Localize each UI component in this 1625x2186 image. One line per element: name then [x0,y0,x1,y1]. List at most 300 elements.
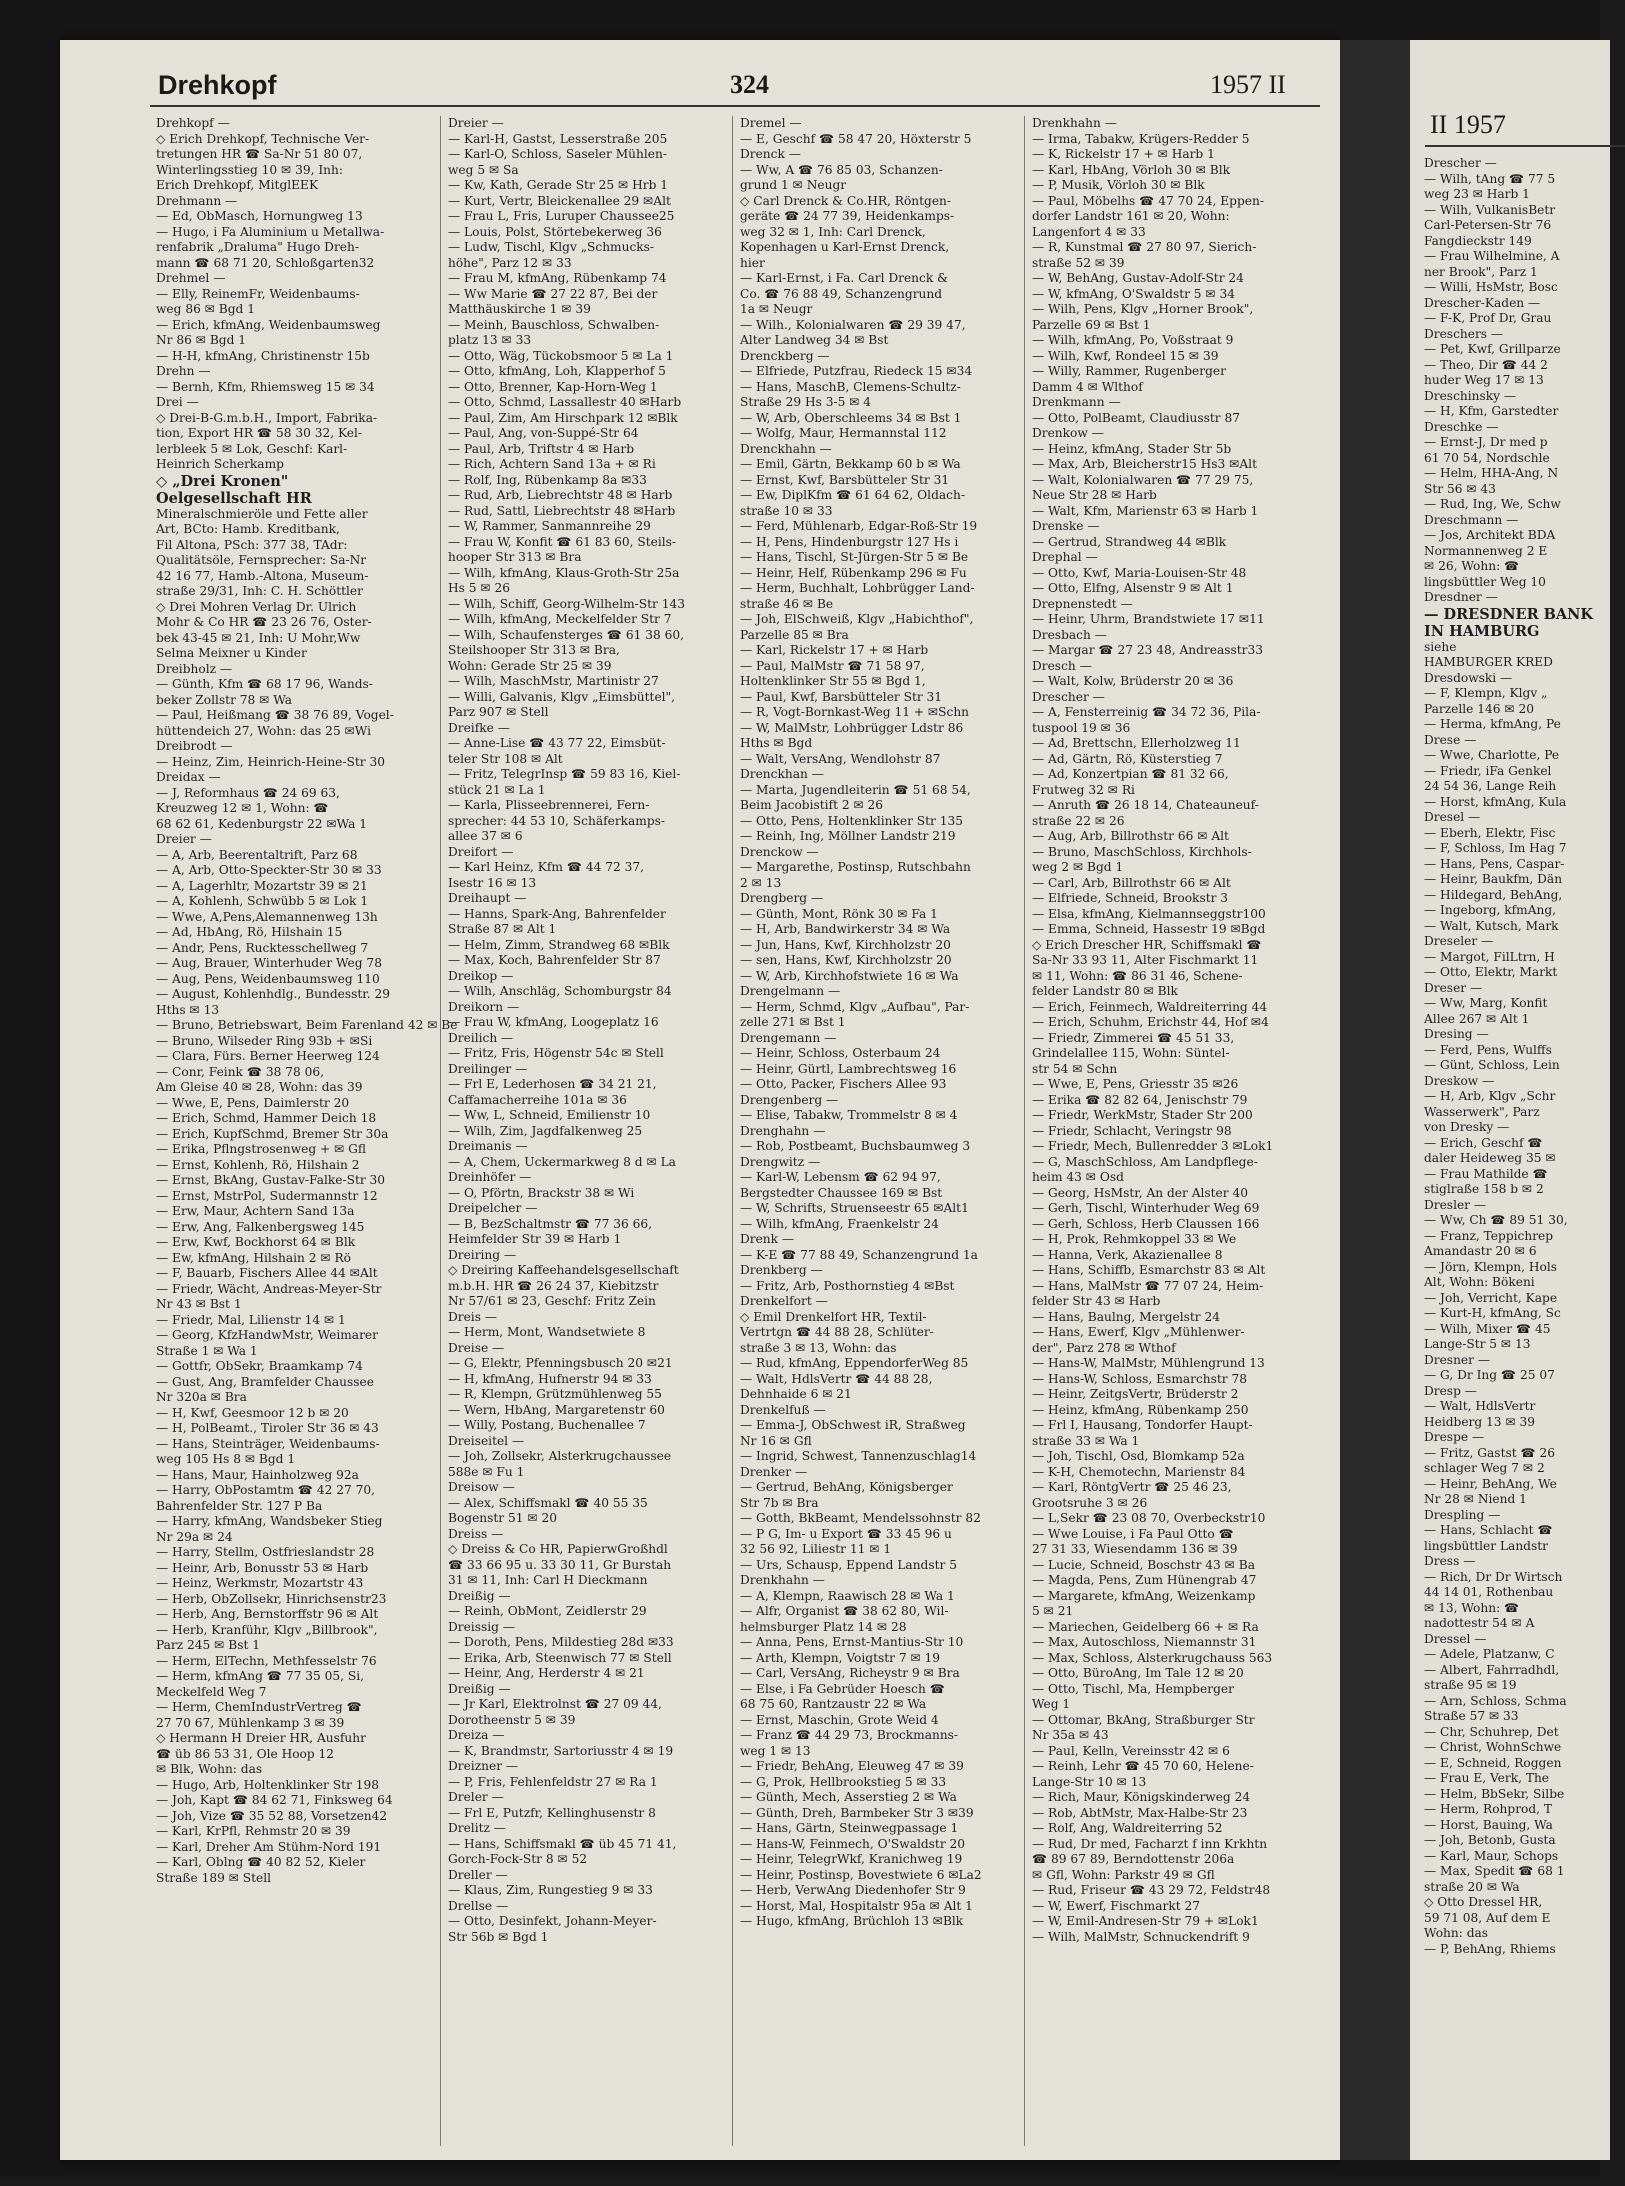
directory-entry-line: Dreisow — [448,1480,515,1494]
directory-entry-line: Drenske — [1032,519,1100,533]
directory-entry-line: weg 105 Hs 8 ✉ Bgd 1 [156,1452,296,1466]
directory-entry-line: — Friedr, Zimmerei ☎ 45 51 33, [1032,1030,1235,1045]
directory-entry-line: Mohr & Co HR ☎ 23 26 76, Oster- [156,615,372,629]
directory-entry-line: — Erw, Ang, Falkenbergsweg 145 [156,1219,365,1234]
directory-entry-line: — H, Arb, Klgv „Schr [1424,1089,1556,1103]
directory-entry-line: Dreihaupt — [448,891,527,905]
directory-entry-line: — Albert, Fahrradhdl, [1424,1662,1560,1677]
directory-entry-line: — Friedr, WerkMstr, Stader Str 200 [1032,1108,1253,1122]
directory-entry-line: — Franz, Teppichrep [1424,1228,1554,1243]
directory-entry-line: ✉ 26, Wohn: ☎ [1424,559,1520,573]
directory-entry-line: Dreser — [1424,980,1483,995]
directory-entry-line: — Herb, VerwAng Diedenhofer Str 9 [740,1883,966,1897]
directory-entry-line: — R, Klempn, Grützmühlenweg 55 [448,1387,662,1401]
directory-entry-line: — Hans, Maur, Hainholzweg 92a [156,1467,359,1482]
directory-entry-line: — Paul, Heißmang ☎ 38 76 89, Vogel- [156,708,394,722]
directory-entry-line: Alt, Wohn: Bökeni [1424,1275,1535,1289]
directory-entry-line: — Ferd, Mühlenarb, Edgar-Roß-Str 19 [740,519,978,533]
directory-entry-line: — Louis, Polst, Störtebekerweg 36 [448,224,662,239]
directory-entry-line: — Wwe, Charlotte, Pe [1424,748,1560,762]
directory-entry-line: — Wilh, tAng ☎ 77 5 [1424,171,1556,186]
directory-entry-line: — Magda, Pens, Zum Hünengrab 47 [1032,1573,1257,1587]
directory-entry-line: straße 20 ✉ Wa [1424,1879,1520,1894]
directory-entry-line: stiglraße 158 b ✉ 2 [1424,1182,1544,1196]
directory-entry-line: — Christ, WohnSchwe [1424,1740,1562,1754]
directory-entry-line: Nr 57/61 ✉ 23, Geschf: Fritz Zein [448,1294,656,1308]
directory-entry-line: — Frau Mathilde ☎ [1424,1166,1548,1181]
directory-entry-line: Dorotheenstr 5 ✉ 39 [448,1712,576,1727]
directory-entry-line: — K-H, Chemotechn, Marienstr 84 [1032,1464,1246,1479]
directory-entry-line: Sa-Nr 33 93 11, Alter Fischmarkt 11 [1032,953,1259,967]
directory-entry-line: Drespe — [1424,1430,1485,1444]
directory-entry-line: — F, Bauarb, Fischers Allee 44 ✉Alt [156,1266,378,1280]
directory-entry-line: Allee 267 ✉ Alt 1 [1424,1011,1530,1026]
directory-entry-line: Nr 29a ✉ 24 [156,1529,233,1544]
directory-entry-line: — Wilh, Anschläg, Schomburgstr 84 [448,984,672,998]
directory-entry-line: Drehmann — [156,193,238,208]
directory-entry-line: — Wilh, kfmAng, Klaus-Groth-Str 25a [448,565,680,580]
directory-entry-line: Drenckhahn — [740,441,832,456]
directory-entry-line: — Ad, Brettschn, Ellerholzweg 11 [1032,736,1241,750]
directory-entry-line: — Chr, Schuhrep, Det [1424,1724,1559,1739]
directory-entry-line: Dressel — [1424,1631,1487,1646]
directory-entry-line: siehe [1424,639,1457,654]
directory-entry-line: — Kurt-H, kfmAng, Sc [1424,1306,1561,1320]
directory-entry-line: Nr 16 ✉ Gfl [740,1433,812,1448]
directory-entry-line: — Fritz, Gastst ☎ 26 [1424,1445,1556,1460]
directory-entry-line: — Otto, kfmAng, Loh, Klapperhof 5 [448,364,666,378]
directory-entry-line: Dresing — [1424,1027,1489,1041]
directory-entry-line: — Aug, Pens, Weidenbaumsweg 110 [156,971,380,986]
directory-entry-line: — Emil, Gärtn, Bekkamp 60 b ✉ Wa [740,457,961,471]
directory-entry-line: — Emma, Schneid, Hassestr 19 ✉Bgd [1032,922,1266,936]
directory-entry-line: Parzelle 146 ✉ 20 [1424,701,1534,716]
directory-entry-line: — Herm, ElTechn, Methfesselstr 76 [156,1653,377,1668]
directory-entry-line: grund 1 ✉ Neugr [740,178,847,192]
directory-entry-line: — Wilh, Kwf, Rondeel 15 ✉ 39 [1032,348,1219,363]
directory-entry-line: — H, Pens, Hindenburgstr 127 Hs i [740,534,959,549]
directory-entry-line: — Karl-Ernst, i Fa. Carl Drenck & [740,271,948,285]
directory-entry-line: zelle 271 ✉ Bst 1 [740,1015,846,1029]
directory-entry-line: — Wilh, Mixer ☎ 45 [1424,1321,1551,1336]
directory-entry-line: Dreilinger — [448,1061,528,1076]
directory-entry-line: straße 46 ✉ Be [740,596,834,611]
directory-entry-line: Drenker — [740,1464,808,1479]
directory-entry-line: weg 5 ✉ Sa [448,162,519,177]
directory-entry-line: Drelitz — [448,1821,506,1835]
directory-entry-line: allee 37 ✉ 6 [448,829,523,843]
directory-entry-line: ✉ Gfl, Wohn: Parkstr 49 ✉ Gfl [1032,1867,1215,1882]
directory-entry-line: — Frau E, Verk, The [1424,1771,1550,1785]
directory-entry-line: Heinrich Scherkamp [156,457,284,471]
directory-entry-line: — Erich, Geschf ☎ [1424,1135,1543,1150]
directory-entry-line: — Heinr, ZeitgsVertr, Brüderstr 2 [1032,1387,1239,1401]
directory-entry-line: — Jr Karl, Elektrolnst ☎ 27 09 44, [448,1697,662,1711]
directory-entry-line: Fil Altona, PSch: 377 38, TAdr: [156,537,348,552]
directory-entry-line: Mineralschmieröle und Fette aller [156,506,368,521]
directory-entry-line: — Friedr, Wächt, Andreas-Meyer-Str [156,1281,382,1296]
directory-entry-line: Straße 1 ✉ Wa 1 [156,1343,258,1358]
directory-entry-line: HAMBURGER KRED [1424,655,1553,669]
directory-entry-line: — F, Klempn, Klgv „ [1424,686,1548,700]
directory-entry-line: — R, Vogt-Bornkast-Weg 11 + ✉Schn [740,705,970,719]
directory-entry-line: — W, MalMstr, Lohbrügger Ldstr 86 [740,720,964,735]
directory-entry-line: — Alfr, Organist ☎ 38 62 80, Wil- [740,1604,949,1618]
directory-entry-line: — E, Geschf ☎ 58 47 20, Höxterstr 5 [740,131,972,146]
directory-entry-line: — Anne-Lise ☎ 43 77 22, Eimsbüt- [448,736,666,750]
directory-entry-line: ✉ Blk, Wohn: das [156,1762,263,1776]
directory-entry-line: Steilshooper Str 313 ✉ Bra, [448,643,620,657]
directory-entry-line: Drenkberg — [740,1263,823,1277]
directory-entry-line: — Günth, Mech, Asserstieg 2 ✉ Wa [740,1790,957,1804]
directory-entry-line: daler Heideweg 35 ✉ [1424,1151,1556,1165]
directory-entry-line: — Karla, Plisseebrennerei, Fern- [448,798,650,812]
directory-entry-line: Lange-Str 10 ✉ 13 [1032,1774,1147,1789]
directory-entry-line: — Günth, Kfm ☎ 68 17 96, Wands- [156,677,373,691]
directory-entry-line: — Helm, HHA-Ang, N [1424,466,1559,480]
directory-entry-line: — Elly, ReinemFr, Weidenbaums- [156,286,360,301]
directory-entry-line: — Erich, Schuhm, Erichstr 44, Hof ✉4 [1032,1015,1269,1029]
directory-entry-line: Dreiss — [448,1526,504,1541]
directory-entry-line: — Heinr, Uhrm, Brandstwiete 17 ✉11 [1032,612,1265,626]
directory-entry-line: — Herm, Buchhalt, Lohbrügger Land- [740,581,975,595]
directory-entry-line: straße 3 ✉ 13, Wohn: das [740,1340,897,1355]
directory-entry-line: Kreuzweg 12 ✉ 1, Wohn: ☎ [156,801,329,815]
directory-entry-line: hier [740,255,765,270]
directory-entry-line: — A, Lagerhltr, Mozartstr 39 ✉ 21 [156,878,368,893]
directory-entry-line: — Urs, Schausp, Eppend Landstr 5 [740,1557,957,1572]
directory-entry-line: — W, Emil-Andresen-Str 79 + ✉Lok1 [1032,1914,1259,1928]
directory-entry-line: m.b.H. HR ☎ 26 24 37, Kiebitzstr [448,1278,659,1293]
directory-entry-line: stück 21 ✉ La 1 [448,782,546,797]
directory-entry-line: — Rich, Dr Dr Wirtsch [1424,1569,1563,1584]
directory-entry-line: — K-E ☎ 77 88 49, Schanzengrund 1a [740,1247,978,1262]
directory-entry-line: — Ernst, MstrPol, Sudermannstr 12 [156,1188,378,1203]
directory-entry-line: — Friedr, Mech, Bullenredder 3 ✉Lok1 [1032,1139,1274,1153]
directory-entry-line: — Wilh, kfmAng, Meckelfelder Str 7 [448,612,672,626]
directory-entry-line: — Irma, Tabakw, Krügers-Redder 5 [1032,131,1250,146]
directory-entry-line: — Heinr, Schloss, Osterbaum 24 [740,1046,941,1060]
directory-entry-line: Drehn — [156,364,211,378]
directory-entry-line: Dreskow — [1424,1073,1495,1088]
directory-entry-line: Heidberg 13 ✉ 39 [1424,1414,1536,1429]
directory-entry-line: hooper Str 313 ✉ Bra [448,550,582,564]
next-page-header-rule [1425,145,1625,147]
directory-entry-line: Nr 86 ✉ Bgd 1 [156,333,247,347]
directory-entry-line: — Frl E, Lederhosen ☎ 34 21 21, [448,1077,657,1091]
directory-entry-line: 31 ✉ 11, Inh: Carl H Dieckmann [448,1573,648,1587]
directory-entry-line: — A, Fensterreinig ☎ 34 72 36, Pila- [1032,705,1261,719]
directory-entry-line: — P, BehAng, Rhiems [1424,1941,1556,1956]
directory-entry-line: ◇ Otto Dressel HR, [1424,1895,1543,1909]
directory-entry-line: Straße 189 ✉ Stell [156,1870,272,1885]
directory-entry-line: — Ww, L, Schneid, Emilienstr 10 [448,1108,651,1122]
directory-entry-line: — Hanna, Verk, Akazienallee 8 [1032,1247,1223,1262]
directory-entry-line: Drenkelfort — [740,1294,828,1308]
directory-entry-line: von Dresky — [1424,1120,1510,1134]
directory-entry-line: — Kw, Kath, Gerade Str 25 ✉ Hrb 1 [448,178,668,192]
directory-entry-line: — H, Prok, Rehmkoppel 33 ✉ We [1032,1232,1237,1246]
directory-entry-line: — Willy, Rammer, Rugenberger [1032,364,1226,378]
directory-entry-line: — Herm, Mont, Wandsetwiete 8 [448,1325,646,1339]
directory-entry-line: Parz 907 ✉ Stell [448,705,549,719]
directory-entry-line: — Joh, ElSchweiß, Klgv „Habichthof", [740,612,974,626]
directory-entry-line: — K, Brandmstr, Sartoriusstr 4 ✉ 19 [448,1743,674,1758]
directory-entry-line: 61 70 54, Nordschle [1424,450,1550,465]
directory-entry-line: — Anna, Pens, Ernst-Mantius-Str 10 [740,1635,964,1649]
directory-entry-line: Dreilich — [448,1030,514,1045]
directory-entry-line: — Karl, KrPfl, Rehmstr 20 ✉ 39 [156,1824,351,1838]
directory-entry-line: — Hans, Tischl, St-Jürgen-Str 5 ✉ Be [740,550,969,564]
directory-entry-line: Hths ✉ Bgd [740,736,813,750]
next-page-column [1424,156,1604,2186]
directory-entry-line: — Herm, Rohprod, T [1424,1802,1553,1816]
directory-entry-line: Drengemann — [740,1030,837,1045]
directory-entry-line: Dreifke — [448,720,510,735]
directory-entry-line: Str 56 ✉ 43 [1424,481,1496,496]
directory-entry-line: — Reinh, Ing, Möllner Landstr 219 [740,829,956,843]
directory-entry-line: Parzelle 85 ✉ Bra [740,627,849,642]
directory-entry-line: Drenckhan — [740,767,824,781]
directory-entry-line: Wasserwerk", Parz [1424,1104,1540,1119]
directory-entry-line: — A, Klempn, Raawisch 28 ✉ Wa 1 [740,1588,955,1603]
directory-entry-line: — Max, Schloss, Alsterkrugchauss 563 [1032,1650,1273,1665]
directory-entry-line: ◇ Dreiring Kaffeehandelsgesellschaft [448,1263,679,1277]
directory-entry-line: Dreschers — [1424,326,1504,341]
directory-entry-line: Dreier — [156,832,212,846]
directory-entry-line: — Otto, Tischl, Ma, Hempberger [1032,1681,1234,1696]
directory-entry-line: — W, Arb, Kirchhofstwiete 16 ✉ Wa [740,968,959,983]
directory-entry-line: — Heinr, BehAng, We [1424,1476,1557,1491]
directory-entry-line: Wohn: das [1424,1926,1489,1940]
directory-entry-line: ☎ üb 86 53 31, Ole Hoop 12 [156,1746,335,1761]
directory-entry-line: — Heinz, Zim, Heinrich-Heine-Str 30 [156,754,385,769]
directory-entry-line: — Bernh, Kfm, Rhiemsweg 15 ✉ 34 [156,379,375,394]
directory-entry-line: — Hans, Pens, Caspar- [1424,856,1565,871]
directory-entry-line: — Rud, Ing, We, Schw [1424,497,1561,511]
directory-entry-line: — W, Rammer, Sanmannreihe 29 [448,519,651,533]
directory-entry-line: — H, Kwf, Geesmoor 12 b ✉ 20 [156,1405,349,1420]
directory-entry-line: — Karl, Dreher Am Stühm-Nord 191 [156,1839,382,1854]
directory-entry-line: felder Str 43 ✉ Harb [1032,1294,1161,1308]
directory-entry-line: Wohn: Gerade Str 25 ✉ 39 [448,658,612,673]
directory-entry-line: Drellse — [448,1898,509,1913]
directory-entry-line: Grootsruhe 3 ✉ 26 [1032,1495,1148,1510]
directory-entry-line: ☎ 89 67 89, Berndottenstr 206a [1032,1852,1235,1866]
directory-entry-line: — Ernst, Kwf, Barsbütteler Str 31 [740,472,950,487]
directory-entry-line: 32 56 92, Liliestr 11 ✉ 1 [740,1542,892,1556]
directory-entry-line: — Herm, kfmAng ☎ 77 35 05, Si, [156,1669,365,1683]
directory-entry-line: sprecher: 44 53 10, Schäferkamps- [448,813,666,828]
directory-entry-line: — Herm, Schmd, Klgv „Aufbau", Par- [740,999,970,1014]
directory-entry-line: — Wilh, Schaufensterges ☎ 61 38 60, [448,627,685,642]
directory-entry-line: 42 16 77, Hamb.-Altona, Museum- [156,568,369,583]
directory-entry-line: — H-H, kfmAng, Christinenstr 15b [156,348,370,363]
directory-entry-line: — Margarethe, Postinsp, Rutschbahn [740,860,971,874]
directory-entry-line: nadottestr 54 ✉ A [1424,1616,1535,1630]
directory-entry-line: — Joh, Verricht, Kape [1424,1290,1558,1305]
directory-entry-line: — Rolf, Ang, Waldreiterring 52 [1032,1821,1223,1835]
directory-entry-line: — Gerh, Schloss, Herb Claussen 166 [1032,1216,1260,1231]
directory-entry-line: — Max, Spedit ☎ 68 1 [1424,1864,1565,1878]
directory-entry-line: Dresdner — [1424,590,1498,604]
directory-entry-line: mann ☎ 68 71 20, Schloßgarten32 [156,255,375,270]
directory-entry-line: — Günth, Dreh, Barmbeker Str 3 ✉39 [740,1805,974,1820]
directory-entry-line: 68 75 60, Rantzaustr 22 ✉ Wa [740,1697,927,1711]
directory-entry-line: — Ernst, Maschin, Grote Weid 4 [740,1712,939,1727]
directory-entry-line: Dreier — [448,116,504,130]
directory-entry-line: Meckelfeld Weg 7 [156,1684,267,1699]
directory-entry-line: — A, Chem, Uckermarkweg 8 d ✉ La [448,1154,676,1169]
directory-entry-line: Dreiza — [448,1728,505,1742]
directory-entry-line: — Joh, Betonb, Gusta [1424,1833,1556,1847]
directory-entry-line: — Karl-H, Gastst, Lesserstraße 205 [448,131,668,146]
directory-entry-line: Drescher-Kaden — [1424,295,1541,310]
directory-entry-line: 59 71 08, Auf dem E [1424,1910,1551,1925]
directory-entry-line: — Willi, HsMstr, Bosc [1424,280,1558,294]
running-head-year: 1957 II [1210,70,1286,99]
directory-entry-line: beker Zollstr 78 ✉ Wa [156,692,292,707]
directory-entry-line: Dreidax — [156,770,221,784]
directory-entry-line: Drengwitz — [740,1154,821,1169]
directory-entry-line: — Ernst-J, Dr med p [1424,435,1548,449]
directory-entry-line: — Erika, Arb, Steenwisch 77 ✉ Stell [448,1650,672,1665]
directory-entry-line: — Joh, Tischl, Osd, Blomkamp 52a [1032,1449,1245,1463]
directory-entry-line: — Rud, Sattl, Liebrechtstr 48 ✉Harb [448,503,676,518]
directory-entry-line: helmsburger Platz 14 ✉ 28 [740,1619,907,1634]
directory-entry-line: — Elfriede, Schneid, Brookstr 3 [1032,891,1229,905]
directory-entry-line: — Herb, Ang, Bernstorffstr 96 ✉ Alt [156,1607,379,1621]
directory-entry-line: — Frl E, Putzfr, Kellinghusenstr 8 [448,1805,656,1820]
directory-entry-line: — K, Rickelstr 17 + ✉ Harb 1 [1032,147,1215,161]
directory-entry-line: — Ww, Marg, Konfit [1424,996,1548,1010]
directory-entry-line: — W, BehAng, Gustav-Adolf-Str 24 [1032,271,1244,285]
directory-entry-line: Dreibrodt — [156,739,233,753]
directory-entry-line: — Pet, Kwf, Grillparze [1424,342,1561,356]
directory-entry-line: — Wilh, Schiff, Georg-Wilhelm-Str 143 [448,596,685,611]
directory-entry-line: — Paul, Zim, Am Hirschpark 12 ✉Blk [448,410,678,425]
directory-entry-line: — J, Reformhaus ☎ 24 69 63, [156,785,340,800]
directory-entry-line: — Heinr, TelegrWkf, Kranichweg 19 [740,1852,963,1866]
directory-entry-line: Parzelle 69 ✉ Bst 1 [1032,317,1151,332]
directory-entry-line: — Horst, Mal, Hospitalstr 95a ✉ Alt 1 [740,1898,973,1913]
directory-entry-line: — Erich, KupfSchmd, Bremer Str 30a [156,1126,389,1141]
directory-entry-line: — Wilh, Zim, Jagdfalkenweg 25 [448,1123,643,1138]
directory-entry-line: Drespling — [1424,1507,1501,1522]
directory-entry-line: Dreißig — [448,1681,511,1696]
directory-entry-line: — Ludw, Tischl, Klgv „Schmucks- [448,240,655,254]
directory-entry-line: — Herm, ChemIndustrVertreg ☎ [156,1700,362,1714]
directory-entry-line: — Heinr, Postinsp, Bovestwiete 6 ✉La2 [740,1867,982,1882]
directory-entry-line: Drenkelfuß — [740,1402,826,1417]
directory-entry-line: 44 14 01, Rothenbau [1424,1585,1554,1599]
directory-entry-line: Hs 5 ✉ 26 [448,581,510,595]
directory-entry-line: Drephal — [1032,550,1098,564]
directory-entry-line: — Friedr, Schlacht, Veringstr 98 [1032,1123,1232,1138]
directory-entry-line: Drescher — [1032,689,1105,704]
directory-entry-line: — Eberh, Elektr, Fisc [1424,825,1556,840]
directory-entry-line: — Ernst, Kohlenh, Rö, Hilshain 2 [156,1157,360,1172]
directory-entry-line: — Alex, Schiffsmakl ☎ 40 55 35 [448,1495,648,1510]
directory-entry-line: ☎ 33 66 95 u. 33 30 11, Gr Burstah [448,1557,672,1572]
directory-entry-line: — Hans, Steinträger, Weidenbaums- [156,1436,380,1451]
directory-entry-line: — Otto, Kwf, Maria-Louisen-Str 48 [1032,565,1247,580]
directory-entry-line: — Jun, Hans, Kwf, Kirchholzstr 20 [740,937,951,952]
directory-entry-line: — Hans-W, MalMstr, Mühlengrund 13 [1032,1356,1265,1370]
directory-entry-line: — Franz ☎ 44 29 73, Brockmanns- [740,1728,959,1742]
directory-entry-line: — Horst, kfmAng, Kula [1424,794,1567,809]
directory-entry-line: — Horst, Bauing, Wa [1424,1817,1553,1832]
directory-entry-line: Dresdowski — [1424,670,1513,685]
directory-entry-line: — DRESDNER BANK [1424,605,1594,623]
directory-entry-line: — Max, Arb, Bleicherstr15 Hs3 ✉Alt [1032,457,1257,471]
directory-entry-line: Hths ✉ 13 [156,1002,220,1017]
directory-entry-line: 5 ✉ 21 [1032,1604,1074,1618]
directory-entry-line: — F-K, Prof Dr, Grau [1424,311,1552,325]
directory-entry-line: ner Brook", Parz 1 [1424,264,1538,279]
directory-entry-line: — Wwe Louise, i Fa Paul Otto ☎ [1032,1526,1234,1541]
directory-entry-line: — Aug, Brauer, Winterhuder Weg 78 [156,956,382,970]
directory-entry-line: — Otto, Packer, Fischers Allee 93 [740,1077,947,1091]
directory-entry-line: — Erika ☎ 82 82 64, Jenischstr 79 [1032,1092,1248,1107]
directory-entry-line: Grindelallee 115, Wohn: Süntel- [1032,1046,1230,1060]
directory-entry-line: — Otto, BüroAng, Im Tale 12 ✉ 20 [1032,1666,1244,1680]
directory-entry-line: ◇ Carl Drenck & Co.HR, Röntgen- [740,193,952,208]
directory-entry-line: — Harry, Stellm, Ostfrieslandstr 28 [156,1545,375,1559]
directory-entry-line: Dresp — [1424,1383,1477,1398]
directory-entry-line: felder Landstr 80 ✉ Blk [1032,984,1178,998]
directory-entry-line: — Hans-W, Feinmech, O'Swaldstr 20 [740,1836,966,1851]
directory-entry-line: platz 13 ✉ 33 [448,333,532,347]
directory-entry-line: 27 31 33, Wiesendamm 136 ✉ 39 [1032,1542,1238,1556]
directory-entry-line: tion, Export HR ☎ 58 30 32, Kel- [156,426,362,440]
directory-entry-line: — Margot, FilLtrn, H [1424,949,1555,964]
directory-entry-line: — Erw, Kwf, Bockhorst 64 ✉ Blk [156,1235,356,1249]
directory-entry-line: Bergstedter Chaussee 169 ✉ Bst [740,1185,943,1200]
directory-entry-line: — Ew, DiplKfm ☎ 61 64 62, Oldach- [740,488,965,502]
directory-entry-line: — G, Dr Ing ☎ 25 07 [1424,1368,1555,1382]
directory-entry-line: Dresler — [1424,1197,1487,1212]
directory-entry-line: weg 2 ✉ Bgd 1 [1032,860,1124,874]
directory-entry-line: — Heinr, Ang, Herderstr 4 ✉ 21 [448,1666,645,1680]
directory-entry-line: — Wilh, kfmAng, Fraenkelstr 24 [740,1216,939,1231]
directory-entry-line: — Karl-O, Schloss, Saseler Mühlen- [448,147,667,161]
directory-entry-line: Nr 28 ✉ Niend 1 [1424,1492,1527,1506]
directory-entry-line: — Otto, Elfng, Alsenstr 9 ✉ Alt 1 [1032,581,1234,595]
directory-entry-line: Langenfort 4 ✉ 33 [1032,224,1146,239]
directory-entry-line: Matthäuskirche 1 ✉ 39 [448,302,591,316]
directory-entry-line: Drescher — [1424,156,1497,170]
directory-entry-line: Weg 1 [1032,1697,1071,1711]
directory-entry-line: Amandastr 20 ✉ 6 [1424,1244,1537,1258]
directory-entry-line: — Elise, Tabakw, Trommelstr 8 ✉ 4 [740,1108,958,1122]
directory-entry-line: Lange-Str 5 ✉ 13 [1424,1337,1531,1351]
directory-entry-line: — Gottfr, ObSekr, Braamkamp 74 [156,1359,363,1373]
directory-entry-line: heim 43 ✉ Osd [1032,1170,1124,1184]
directory-entry-line: — Gertrud, BehAng, Königsberger [740,1480,953,1494]
directory-entry-line: Nr 320a ✉ Bra [156,1390,247,1404]
directory-entry-line: — Ww, Ch ☎ 89 51 30, [1424,1213,1568,1227]
directory-entry-line: — Elfriede, Putzfrau, Riedeck 15 ✉34 [740,364,973,378]
directory-entry-line: — Wilh, MalMstr, Schnuckendrift 9 [1032,1929,1250,1944]
directory-entry-line: Dreifort — [448,844,514,859]
directory-entry-line: — Wwe, E, Pens, Griesstr 35 ✉26 [1032,1077,1239,1091]
directory-entry-line: — Ww Marie ☎ 27 22 87, Bei der [448,286,658,301]
directory-entry-line: — Elsa, kfmAng, Kielmannseggstr100 [1032,906,1266,921]
directory-entry-line: Dreler — [448,1790,504,1804]
directory-entry-line: Dreinhöfer — [448,1170,532,1184]
directory-entry-line: Normannenweg 2 E [1424,543,1548,558]
